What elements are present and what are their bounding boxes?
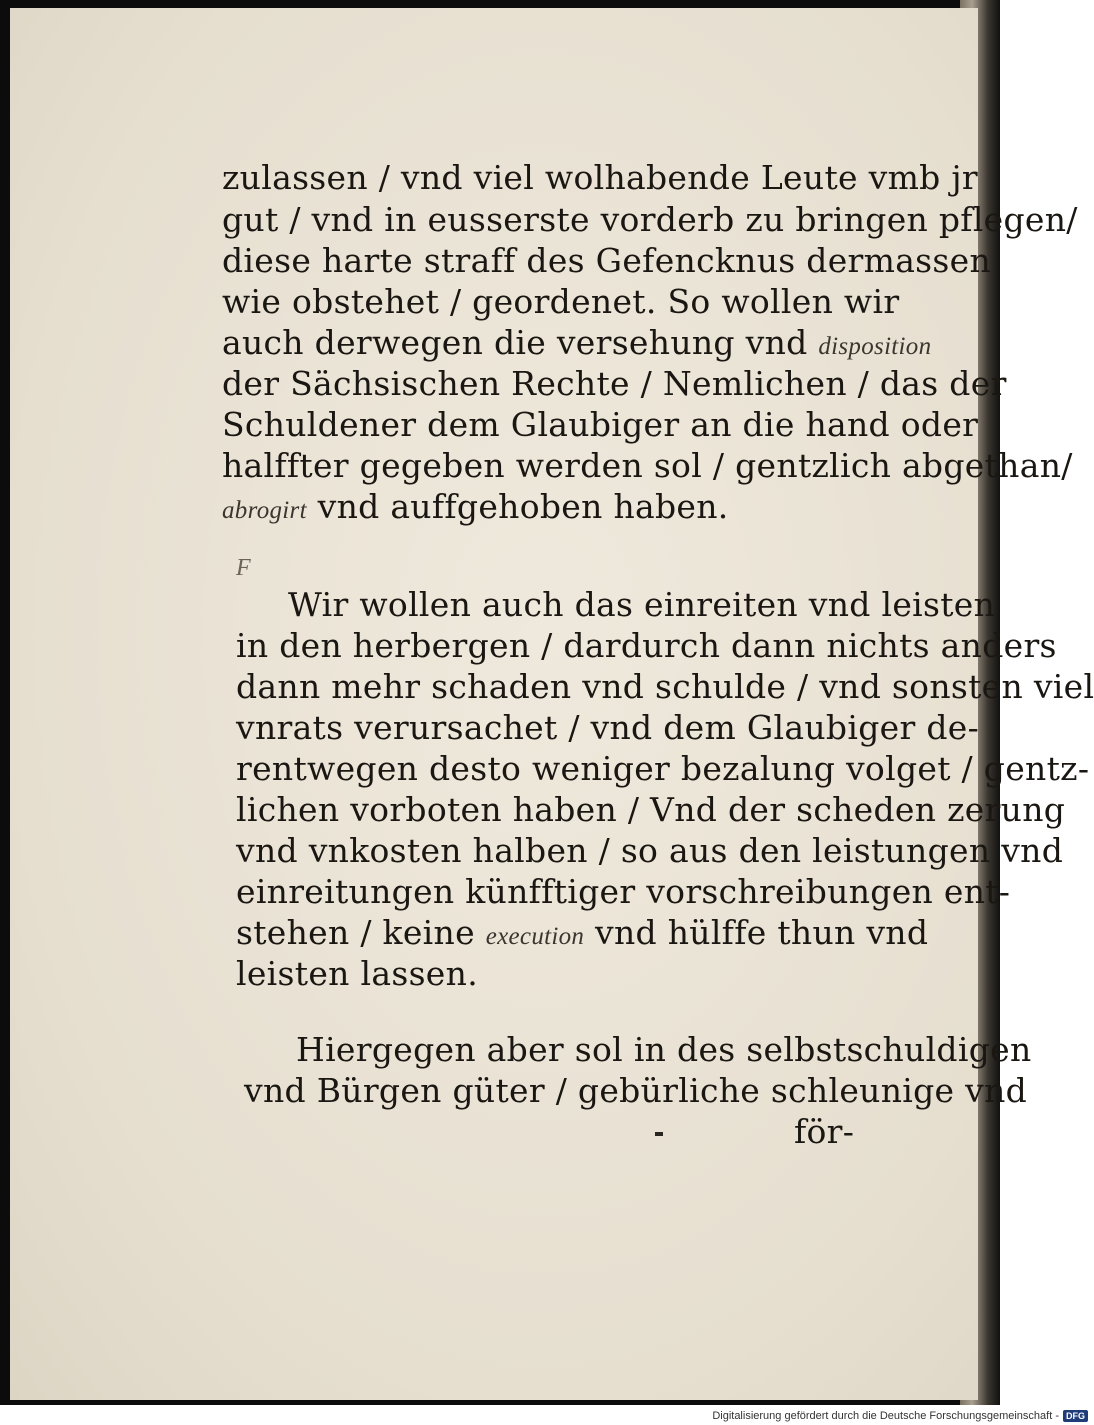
text-line: der Sächsischen Rechte / Nemlichen / das der (222, 364, 1007, 403)
latin-term-abrogirt: abrogirt (222, 497, 307, 524)
text-segment: vnd auffgehoben haben. (317, 487, 729, 526)
text-line: in den herbergen / dardurch dann nichts anders (236, 626, 1057, 665)
text-line: gut / vnd in eusserste vorderb zu bringen pflegen/ (222, 200, 1078, 239)
footer-text: Digitalisierung gefördert durch die Deutsche Forschungsgemeinschaft - (712, 1410, 1059, 1422)
latin-term-execution: execution (485, 923, 585, 950)
text-line: Wir wollen auch das einreiten vnd leisten (288, 585, 996, 624)
text-line: halffter gegeben werden sol / gentzlich abgethan/ (222, 446, 1073, 485)
dfg-logo-icon: DFG (1063, 1410, 1088, 1422)
text-line: einreitungen künfftiger vorschreibungen ent- (236, 872, 1011, 911)
text-line (222, 323, 931, 362)
text-line: lichen vorboten haben / Vnd der scheden zerung (236, 790, 1066, 829)
text-line: vnd Bürgen güter / gebürliche schleunige vnd (244, 1071, 1028, 1110)
footer-credit (712, 1408, 1088, 1424)
text-line: leisten lassen. (236, 954, 478, 993)
text-line: Schuldener dem Glaubiger an die hand oder (222, 405, 979, 444)
text-segment: auch derwegen die versehung vnd (222, 323, 808, 362)
text-segment: stehen / keine (236, 913, 475, 952)
text-line: Hiergegen aber sol in des selbstschuldigen (296, 1030, 1032, 1069)
text-line: diese harte straff des Gefencknus dermassen (222, 241, 992, 280)
text-line: rentwegen desto weniger bezalung volget / gentz- (236, 749, 1090, 788)
section-mark: F (236, 555, 251, 581)
latin-term-disposition: disposition (818, 333, 932, 360)
catchword: för- (794, 1112, 855, 1151)
text-line (236, 913, 928, 952)
dash-mark (655, 1132, 663, 1136)
text-line: wie obstehet / geordenet. So wollen wir (222, 282, 900, 321)
text-line: dann mehr schaden vnd schulde / vnd sonsten viel (236, 667, 1094, 706)
text-line: vnrats verursachet / vnd dem Glaubiger de- (236, 708, 980, 747)
text-line: vnd vnkosten halben / so aus den leistungen vnd (236, 831, 1064, 870)
text-segment: vnd hülffe thun vnd (595, 913, 929, 952)
text-line (222, 487, 729, 526)
text-line: zulassen / vnd viel wolhabende Leute vmb jr (222, 158, 978, 197)
